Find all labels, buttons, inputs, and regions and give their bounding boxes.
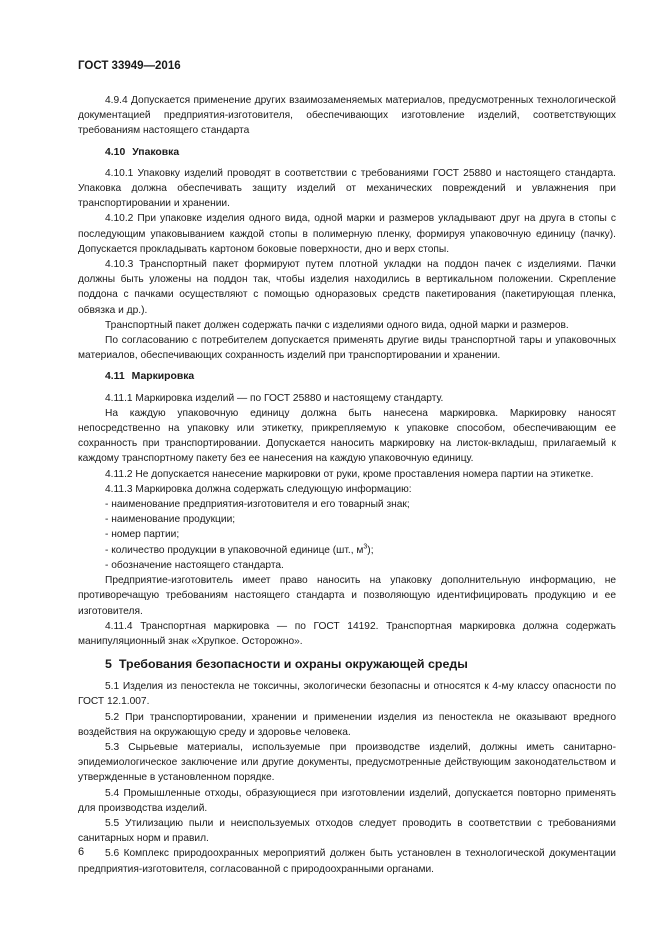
paragraph-5-4: 5.4 Промышленные отходы, образующиеся при изготовлении изделий, допускается повторно применять для производства изделий. [78,787,616,814]
subsection-title: Маркировка [131,371,195,383]
paragraph-5-3: 5.3 Сырьевые материалы, используемые при производстве изделий, должны иметь санитарно-эпидемиологическое заключение или другие документы, предусмотренные действующим законодательством и утвержденные в установленном порядке. [78,741,616,784]
subsection-heading-4-11 [78,369,616,384]
paragraph-5-1: 5.1 Изделия из пеностекла не токсичны, экологически безопасны и относятся к 4-му классу опасности по ГОСТ 12.1.007. [78,681,616,708]
paragraph-4-10-2: 4.10.2 При упаковке изделия одного вида, одной марки и размеров укладывают друг на друга в стопы с последующим упаковыванием каждой стопы в полимерную пленку, формируя упаковочную единицу (пачку). Допускается прокладывать картоном боковые поверхности, дно и верх стопы. [78,213,616,255]
paragraph-4-11-1-marking-application: На каждую упаковочную единицу должна быть нанесена маркировка. Маркировку наносят непосредственно на упаковку или этикетку, прикрепляемую к упаковке способом, обеспечивающим ее сохранность при транспортировании. Допускается наносить маркировку на листок-вкладыш, прилагаемый к каждому транспортному пакету без ее нанесения на каждую упаковочную единицу. [78,407,616,465]
paragraph-4-11-4: 4.11.4 Транспортная маркировка — по ГОСТ 14192. Транспортная маркировка должна содержать манипуляционный знак «Хрупкое. Осторожно». [78,620,616,647]
subsection-title: Упаковка [132,146,180,158]
document-body [78,93,616,877]
paragraph-4-10-1: 4.10.1 Упаковку изделий проводят в соответствии с требованиями ГОСТ 25880 и настоящего стандарта. Упаковка должна обеспечивать защиту изделий от механических повреждений и увлажнения при транспортировании и хранении. [78,167,616,210]
section-number: 5 [105,657,112,672]
subsection-number: 4.10 [105,146,126,158]
paragraph-5-6: 5.6 Комплекс природоохранных мероприятий должен быть установлен в технологической документации предприятия-изготовителя, согласованной с природоохранными органами. [78,848,616,875]
document-code: ГОСТ 33949—2016 [78,60,181,72]
list-item: - наименование продукции; [105,514,236,526]
paragraph-4-9-4: 4.9.4 Допускается применение других взаимозаменяемых материалов, предусмотренных технологической документацией предприятия-изготовителя, обеспечивающих изготовление изделий, соответствующих требованиям настоящего стандарта [78,95,616,137]
paragraph-4-11-1: 4.11.1 Маркировка изделий — по ГОСТ 25880 и настоящему стандарту. [105,392,444,404]
paragraph-4-10-3-pack-content: Транспортный пакет должен содержать пачки с изделиями одного вида, одной марки и размеров. [105,319,569,331]
superscript-exponent: 3 [363,543,368,551]
list-item: - обозначение настоящего стандарта. [105,559,284,571]
paragraph-5-5: 5.5 Утилизацию пыли и неиспользуемых отходов следует проводить в соответствии с требованиями санитарных норм и правил. [78,817,616,845]
list-item-text-end: ); [367,544,374,556]
paragraph-4-10-3-other-packaging: По согласованию с потребителем допускается применять другие виды транспортной тары и упаковочных материалов, обеспечивающих сохранность изделий при транспортировании и хранении. [78,335,616,362]
subsection-number: 4.11 [105,371,125,383]
list-item-text: - количество продукции в упаковочной единице (шт., м [105,544,364,556]
page-number: 6 [78,846,85,858]
section-title: Требования безопасности и охраны окружающей среды [118,657,468,672]
paragraph-4-11-3: 4.11.3 Маркировка должна содержать следующую информацию: [105,483,412,495]
paragraph-4-10-3: 4.10.3 Транспортный пакет формируют путем плотной укладки на поддон пачек с изделиями. Пачки должны быть уложены на поддон так, чтобы изделия находились в вертикальном положении. Скрепление поддона с пачками осуществляют с помощью одноразовых средств пакетирования (пакетирующая пленка, обвязка и др.). [78,259,616,316]
paragraph-4-11-2: 4.11.2 Не допускается нанесение маркировки от руки, кроме проставления номера партии на этикетке. [105,468,594,480]
paragraph-5-2: 5.2 При транспортировании, хранении и применении изделия из пеностекла не оказывают вредного воздействия на окружающую среду и здоровье человека. [78,711,616,738]
list-item: - номер партии; [105,529,180,541]
subsection-heading-4-10 [78,145,616,160]
list-item: - наименование предприятия-изготовителя и его товарный знак; [105,499,410,511]
paragraph-4-11-3-additional-info: Предприятие-изготовитель имеет право наносить на упаковку дополнительную информацию, не противоречащую требованиям настоящего стандарта и позволяющую идентифицировать продукцию и ее изготовителя. [78,575,616,617]
section-heading-5 [78,656,616,673]
list-item [78,543,616,558]
